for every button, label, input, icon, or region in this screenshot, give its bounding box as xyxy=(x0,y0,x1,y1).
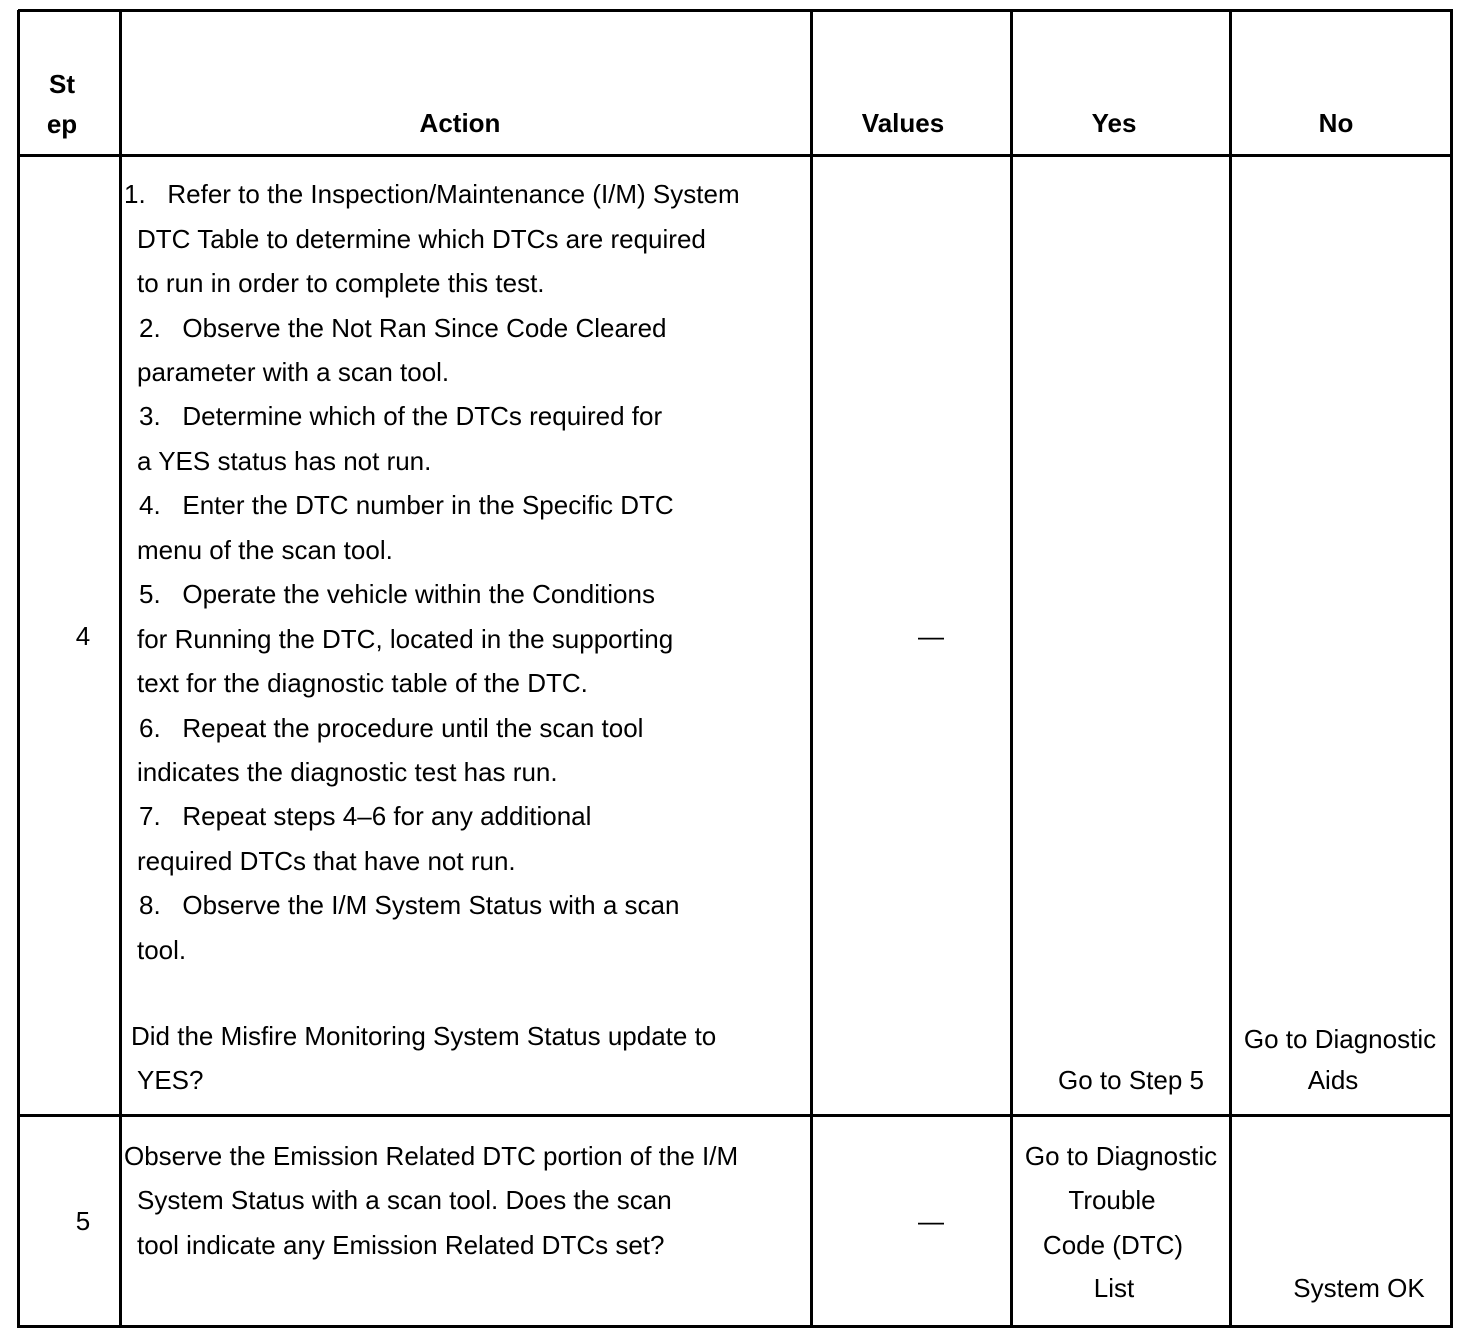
action-line: Observe the Emission Related DTC portion of the I/M xyxy=(124,1141,739,1171)
yes-action-line: Trouble xyxy=(1068,1185,1156,1215)
question-line: YES? xyxy=(137,1065,204,1095)
action-line: DTC Table to determine which DTCs are required xyxy=(137,224,706,254)
header-values: Values xyxy=(861,108,945,138)
action-line: indicates the diagnostic test has run. xyxy=(137,757,558,787)
row-divider xyxy=(18,1114,1453,1117)
no-action-line: Go to Diagnostic xyxy=(1243,1024,1437,1054)
column-divider-yes xyxy=(1229,10,1232,1328)
header-no: No xyxy=(1318,108,1354,138)
column-divider-values xyxy=(1010,10,1013,1328)
header-step-line2: ep xyxy=(46,109,78,139)
action-line: 3. Determine which of the DTCs required for xyxy=(139,401,663,431)
column-divider-step xyxy=(119,10,122,1328)
action-line: 5. Operate the vehicle within the Conditions xyxy=(139,579,655,609)
header-step-line1: St xyxy=(49,69,75,99)
header-action: Action xyxy=(419,108,501,138)
table-border-right xyxy=(1450,10,1453,1328)
no-action-line: Aids xyxy=(1307,1065,1359,1095)
action-line: a YES status has not run. xyxy=(137,446,432,476)
action-line: 1. Refer to the Inspection/Maintenance (I/M) System xyxy=(124,179,740,209)
value-dash: — xyxy=(918,1206,944,1236)
action-line: to run in order to complete this test. xyxy=(137,268,545,298)
action-line: 8. Observe the I/M System Status with a scan xyxy=(139,890,680,920)
action-line: for Running the DTC, located in the supporting xyxy=(137,624,674,654)
yes-action-line: Go to Diagnostic xyxy=(1024,1141,1218,1171)
action-line: menu of the scan tool. xyxy=(137,535,393,565)
action-line: text for the diagnostic table of the DTC. xyxy=(137,668,588,698)
header-divider xyxy=(18,154,1453,157)
yes-action-line: List xyxy=(1093,1273,1135,1303)
action-line: 6. Repeat the procedure until the scan tool xyxy=(139,713,644,743)
action-line: parameter with a scan tool. xyxy=(137,357,450,387)
action-line: tool indicate any Emission Related DTCs set? xyxy=(137,1230,665,1260)
question-line: Did the Misfire Monitoring System Status update to xyxy=(131,1021,717,1051)
no-action: System OK xyxy=(1293,1273,1425,1303)
yes-action-line: Code (DTC) xyxy=(1042,1230,1184,1260)
action-line: 7. Repeat steps 4–6 for any additional xyxy=(139,801,592,831)
action-line: tool. xyxy=(137,935,187,965)
action-line: 4. Enter the DTC number in the Specific DTC xyxy=(139,490,674,520)
action-line: System Status with a scan tool. Does the scan xyxy=(137,1185,672,1215)
column-divider-action xyxy=(810,10,813,1328)
table-border-top xyxy=(18,9,1453,12)
value-dash: — xyxy=(918,621,944,651)
yes-action: Go to Step 5 xyxy=(1058,1065,1204,1095)
header-yes: Yes xyxy=(1091,108,1137,138)
table-border-bottom xyxy=(18,1325,1453,1328)
step-number: 4 xyxy=(75,621,91,651)
action-line: required DTCs that have not run. xyxy=(137,846,516,876)
action-line: 2. Observe the Not Ran Since Code Cleared xyxy=(139,313,667,343)
table-border-left xyxy=(17,10,20,1328)
step-number: 5 xyxy=(75,1206,91,1236)
